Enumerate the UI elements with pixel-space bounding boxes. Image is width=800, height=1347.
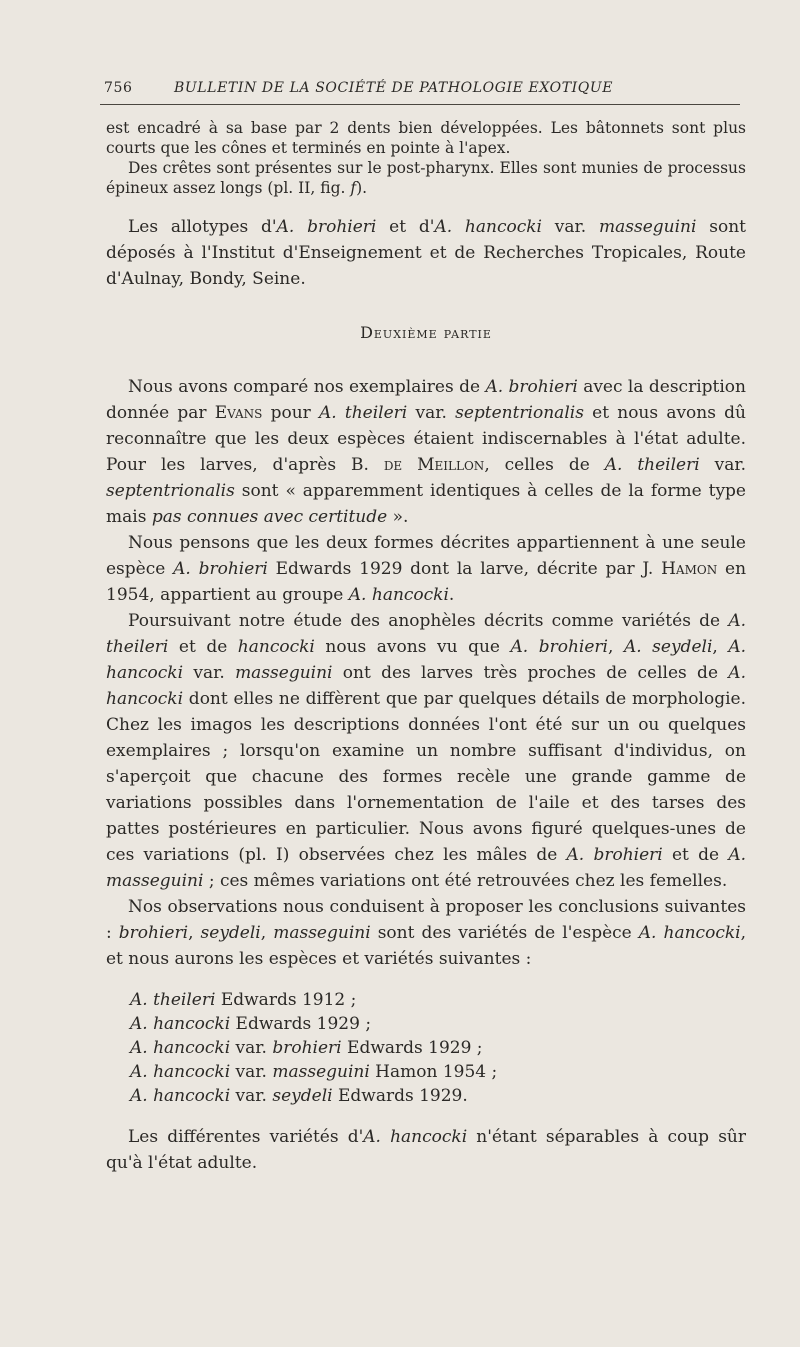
text: var. xyxy=(230,1038,273,1058)
text: , xyxy=(260,923,274,943)
species-name: A. brohieri xyxy=(276,217,377,237)
paragraph-varietes xyxy=(106,1124,746,1176)
species-name: masseguini xyxy=(599,217,697,237)
text: pour xyxy=(262,403,319,423)
text: var. xyxy=(230,1062,273,1082)
author-name: Hamon xyxy=(661,559,718,579)
section-heading: Deuxième partie xyxy=(360,323,492,342)
text: , xyxy=(188,923,201,943)
species-name: A. masseguini xyxy=(106,845,747,891)
species-name: A. hancocki xyxy=(434,217,542,237)
paragraph-allotypes xyxy=(106,214,746,292)
text: Edwards 1929. xyxy=(332,1086,468,1106)
species-name: A. hancocki xyxy=(638,923,741,943)
variety-name: seydeli xyxy=(272,1086,333,1106)
species-name: A. brohieri xyxy=(510,637,608,657)
text: var. xyxy=(183,663,236,683)
spacer xyxy=(106,292,746,322)
text: Les différentes variétés d' xyxy=(128,1127,364,1147)
paragraph-bâtonnets xyxy=(106,118,746,158)
text: ont des larves très proches de celles de xyxy=(332,663,729,683)
species-name: A. seydeli xyxy=(623,637,713,657)
text: Les allotypes d' xyxy=(128,217,277,237)
list-item xyxy=(130,1060,746,1084)
species-name: A. brohieri xyxy=(173,559,268,579)
text: Edwards 1929 dont la larve, décrite par J. xyxy=(267,559,662,579)
variety-name: brohieri xyxy=(272,1038,342,1058)
journal-title: BULLETIN DE LA SOCIÉTÉ DE PATHOLOGIE EXOTIQUE xyxy=(174,80,614,96)
species-name: masseguini xyxy=(273,923,371,943)
text: avec la description donnée par xyxy=(106,377,746,423)
spacer xyxy=(106,972,746,988)
text: sont déposés à l'Institut d'Enseignement et de Recherches Tropicales, Route d'Aulnay, Bondy, Seine. xyxy=(106,217,746,289)
species-name: A. theileri xyxy=(130,990,216,1010)
paragraph-comparaison xyxy=(106,374,746,530)
text: ; ces mêmes variations ont été retrouvées chez les femelles. xyxy=(203,871,728,891)
species-name: A. brohieri xyxy=(485,377,578,397)
list-item xyxy=(130,1012,746,1036)
species-name: seydeli xyxy=(200,923,261,943)
species-list xyxy=(106,988,746,1108)
text: , et nous aurons les espèces et variétés suivantes : xyxy=(106,923,746,969)
list-item xyxy=(130,1036,746,1060)
paragraph-deux-formes xyxy=(106,530,746,608)
text: en 1954, appartient au groupe xyxy=(106,559,747,605)
text: nous avons vu que xyxy=(314,637,511,657)
text: Edwards 1929 ; xyxy=(341,1038,483,1058)
paragraph-cretes xyxy=(106,158,746,198)
text: et de xyxy=(662,845,729,865)
species-name: septentrionalis xyxy=(455,403,584,423)
spacer xyxy=(106,344,746,374)
list-item xyxy=(130,1084,746,1108)
text: , celles de xyxy=(484,455,605,475)
header-rule xyxy=(100,104,740,105)
text: est encadré à sa base par 2 dents bien développées. Les bâtonnets sont plus courts que les cônes et terminés en pointe à l'apex. xyxy=(106,119,746,157)
species-name: hancocki xyxy=(237,637,315,657)
text: Nous avons comparé nos exemplaires de xyxy=(128,377,486,397)
text: var. xyxy=(699,455,746,475)
author-name: Evans xyxy=(214,403,263,423)
list-item xyxy=(130,988,746,1012)
species-name: A. hancocki xyxy=(348,585,449,605)
species-name: septentrionalis xyxy=(106,481,235,501)
text: ». xyxy=(387,507,409,527)
text: et de xyxy=(168,637,238,657)
text: et d' xyxy=(376,217,435,237)
italic-text: f xyxy=(350,179,357,197)
text: Edwards 1912 ; xyxy=(215,990,357,1010)
text: . xyxy=(448,585,455,605)
page-number: 756 xyxy=(104,80,133,96)
text: Poursuivant notre étude des anophèles décrits comme variétés de xyxy=(128,611,729,631)
spacer xyxy=(106,198,746,214)
species-name: A. hancocki xyxy=(106,637,747,683)
text: ). xyxy=(356,179,368,197)
paragraph-poursuivant xyxy=(106,608,746,894)
text: dont elles ne diffèrent que par quelques détails de morphologie. Chez les imagos les descriptions données l'ont été sur un ou quelques exemplaires ; lorsqu'on examine un nombre suffisant d'individus, on s'aperçoit que chacune des formes recèle une grande gamme de variations possibles dans l'ornementation de l'aile et des tarses des pattes postérieures en particulier. Nous avons figuré quelques-unes de ces variations (pl. I) observées chez les mâles de xyxy=(106,689,746,865)
species-name: A. theileri xyxy=(319,403,408,423)
text: Edwards 1929 ; xyxy=(230,1014,372,1034)
species-name: A. brohieri xyxy=(566,845,663,865)
text: et nous avons dû reconnaître que les deux espèces étaient indiscernables à l'état adulte. Pour les larves, d'après B. xyxy=(106,403,747,475)
species-name: A. hancocki xyxy=(130,1086,231,1106)
paragraph-conclusions xyxy=(106,894,746,972)
text: , xyxy=(608,637,624,657)
text: var. xyxy=(230,1086,273,1106)
species-name: masseguini xyxy=(235,663,333,683)
species-name: A. theileri xyxy=(604,455,700,475)
species-name: A. hancocki xyxy=(130,1062,231,1082)
text: sont des variétés de l'espèce xyxy=(370,923,639,943)
species-name: A. hancocki xyxy=(106,663,746,709)
text: Nos observations nous conduisent à proposer les conclusions suivantes : xyxy=(106,897,746,943)
text: n'étant séparables à coup sûr qu'à l'état adulte. xyxy=(106,1127,747,1173)
article-body xyxy=(106,118,746,1176)
text: sont « apparemment identiques à celles de la forme type mais xyxy=(106,481,746,527)
text: var. xyxy=(407,403,456,423)
species-name: A. hancocki xyxy=(363,1127,468,1147)
species-name: brohieri xyxy=(118,923,189,943)
italic-text: pas connues avec certitude xyxy=(151,507,388,527)
species-name: A. theileri xyxy=(106,611,746,657)
species-name: A. hancocki xyxy=(130,1014,231,1034)
species-name: A. hancocki xyxy=(130,1038,231,1058)
text: Hamon 1954 ; xyxy=(369,1062,498,1082)
text: , xyxy=(712,637,729,657)
spacer xyxy=(106,1108,746,1124)
text: Nous pensons que les deux formes décrites appartiennent à une seule espèce xyxy=(106,533,746,579)
author-name: de Meillon xyxy=(383,455,485,475)
text: var. xyxy=(541,217,600,237)
text: Des crêtes sont présentes sur le post-pharynx. Elles sont munies de processus épineux assez longs (pl. II, fig. xyxy=(106,159,746,197)
variety-name: masseguini xyxy=(272,1062,370,1082)
